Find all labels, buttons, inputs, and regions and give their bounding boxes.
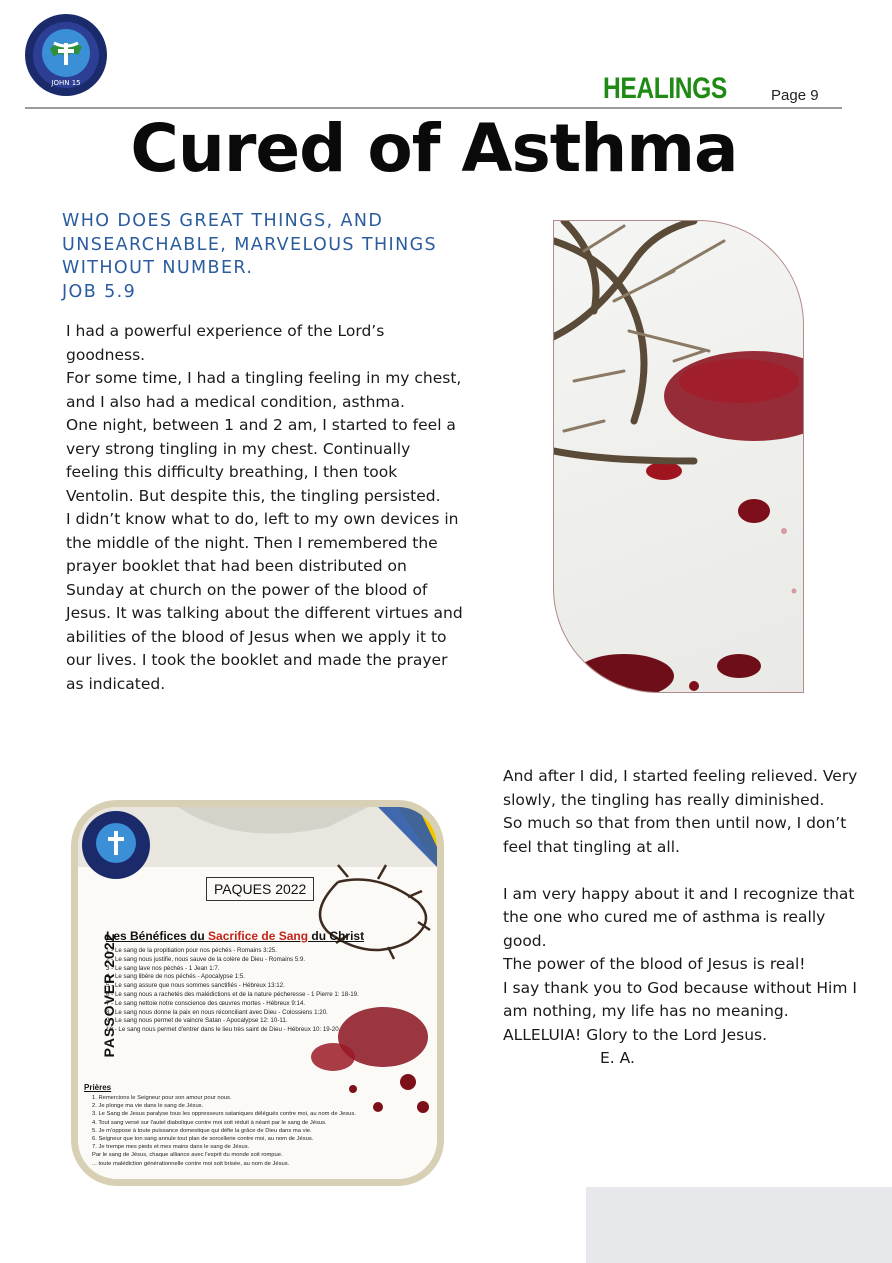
paragraph: And after I did, I started feeling relieved. Very slowly, the tingling has really diminished. <box>503 767 858 809</box>
list-item: Par le sang de Jésus, chaque alliance avec l'esprit du monde soit rompue. <box>92 1152 283 1159</box>
verse-line: UNSEARCHABLE, MARVELOUS THINGS <box>62 234 438 255</box>
paragraph: I say thank you to God because without Him I am nothing, my life has no meaning. <box>503 978 857 1020</box>
header-rule <box>25 107 842 109</box>
footer-shade <box>586 1187 892 1263</box>
poster-heading-part: du Christ <box>308 929 365 943</box>
logo-text: JOHN 15 <box>51 79 81 87</box>
paragraph: I am very happy about it and I recognize that the one who cured me of asthma is really good. <box>503 884 855 950</box>
verse-reference: JOB 5.9 <box>62 281 137 302</box>
list-item: 7. Je trempe mes pieds et mes mains dans le sang de Jésus. <box>92 1144 250 1151</box>
church-logo <box>24 13 108 97</box>
list-item: 4 - Le sang libère de nos péchés - Apocalypse 1:5. <box>106 973 245 981</box>
poster-side-label: PASSOVER 2022 <box>101 932 117 1058</box>
signature: E. A. <box>600 1049 635 1067</box>
list-item: 3 - Le sang lave nos péchés - 1 Jean 1:7. <box>106 964 220 972</box>
paragraph: I had a powerful experience of the Lord’s goodness. <box>66 322 385 364</box>
paragraph: ALLELUIA! Glory to the Lord Jesus. <box>503 1025 768 1044</box>
poster-tag: PAQUES 2022 <box>206 877 314 901</box>
crown-of-thorns-photo <box>553 220 804 693</box>
paragraph: For some time, I had a tingling feeling in my chest, and I also had a medical condition, asthma. <box>66 369 462 411</box>
list-item: 3. Le Sang de Jesus paralyse tous les oppresseurs sataniques délégués contre moi, au nom de Jesus. <box>92 1111 356 1118</box>
poster-prayers-list <box>92 1094 432 1168</box>
list-item: 4. Tout sang versé sur l'autel diabolique contre moi soit réduit à néant par le sang de Jésus. <box>92 1119 327 1126</box>
thorns-illustration <box>554 221 803 692</box>
paragraph: The power of the blood of Jesus is real! <box>503 955 806 973</box>
paragraph: So much so that from then until now, I don’t feel that tingling at all. <box>503 814 847 856</box>
list-item: 6 - Le sang nous a rachetés des malédictions et de la nature pécheresse - 1 Pierre 1: 18-19. <box>106 990 359 998</box>
list-item: 5 - Le sang assure que nous sommes sanctifiés - Hébreux 13:12. <box>106 982 285 990</box>
page-number: Page 9 <box>771 87 819 104</box>
testimony-left-column <box>66 320 466 696</box>
article-title: Cured of Asthma <box>130 110 738 187</box>
list-item: 10 - Le sang nous permet d'entrer dans le lieu très saint de Dieu - Hébreux 10: 19-20. <box>106 1026 341 1034</box>
poster-heading-highlight: Sacrifice de Sang <box>208 929 309 943</box>
paragraph: I didn’t know what to do, left to my own devices in the middle of the night. Then I remembered the prayer booklet that had been distributed on Sunday at church on the power of the blood of Jesus. It was talking about the different virtues and abilities of the blood of Jesus when we apply it to our lives. I took the booklet and made the prayer as indicated. <box>66 510 463 693</box>
verse-line: WHO DOES GREAT THINGS, AND <box>62 211 384 231</box>
list-item: 2. Je plonge ma vie dans le sang de Jésus. <box>92 1103 204 1110</box>
passover-poster-image <box>71 800 444 1186</box>
spacer <box>503 859 873 883</box>
list-item: ... toute malédiction générationnelle contre moi soit brisée, au nom de Jésus. <box>92 1160 290 1167</box>
list-item: 2 - Le sang nous justifie, nous sauve de la colère de Dieu - Romains 5:9. <box>106 955 306 963</box>
list-item: 5. Je m'oppose à toute puissance domestique qui défie la grâce de Dieu dans ma vie. <box>92 1127 312 1134</box>
scripture-verse <box>62 210 502 304</box>
paragraph: One night, between 1 and 2 am, I started to feel a very strong tingling in my chest. Continually feeling this difficulty breathing, I then took Ventolin. But despite this, the tingling persisted. <box>66 416 456 505</box>
testimony-right-column <box>503 765 873 1071</box>
poster-benefits-list <box>106 947 436 1035</box>
list-item: 1. Remercions le Seigneur pour son amour pour nous. <box>92 1095 232 1101</box>
poster-heading-part: Les Bénéfices du <box>106 929 209 943</box>
list-item: 1 - Le sang de la propitiation pour nos péchés - Romains 3:25. <box>106 947 277 954</box>
list-item: 9 - Le sang nous permet de vaincre Satan - Apocalypse 12: 10-11. <box>106 1017 288 1025</box>
list-item: 7 - Le sang nettoie notre conscience des œuvres mortes - Hébreux 9:14. <box>106 999 306 1007</box>
list-item: 6. Seigneur que ton sang annule tout plan de sorcellerie contre moi, au nom de Jésus. <box>92 1136 314 1143</box>
list-item: 8 - Le sang nous donne la paix en nous réconciliant avec Dieu - Colossiens 1:20. <box>106 1008 328 1016</box>
poster-heading <box>106 929 364 943</box>
poster-prayers-title: Prières <box>84 1083 112 1092</box>
verse-line: WITHOUT NUMBER. <box>62 258 254 278</box>
section-heading: HEALINGS <box>603 72 727 105</box>
